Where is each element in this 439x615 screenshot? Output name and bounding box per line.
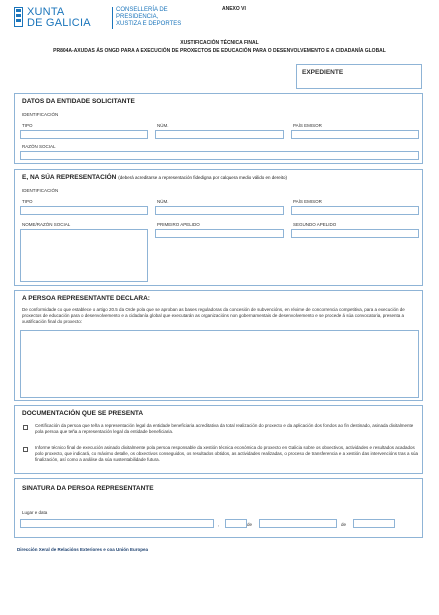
rep-pais-label: PAÍS EMISOR xyxy=(293,199,322,204)
doc-checkbox-2[interactable] xyxy=(23,447,28,452)
comma-label: , xyxy=(218,522,220,527)
documentacion-section xyxy=(14,405,423,474)
rep-pais-field[interactable] xyxy=(291,206,419,215)
rep-tipo-label: TIPO xyxy=(22,199,33,204)
doc-item-1: Certificación da persoa que teña a representación legal da entidade beneficiaria acreditativa da total realización do proxecto e da aplicación dos fondos ao fin destinado, asinada dixitalmente pola persoa que teña a representación legal da entidade beneficiaria. xyxy=(35,423,414,434)
rep-apelido2-label: SEGUNDO APELIDO xyxy=(293,222,337,227)
rep-identificacion-label: IDENTIFICACIÓN xyxy=(22,188,59,193)
doc-item-2: Informe técnico final de execución asinado dixitalmente pola persoa responsable da xestión técnica económica do proxecto en Galicia sobre os obxectivos, actividades e resultados acadados polo proxecto, que indicará, co máximo detalle, os obxectivos conseguidos, os resultados obtidos, as actividades realizadas, o proceso de transferencia e a xestión das intervencións tras a súa finalización, así como a análise da súa sustentabilidade futura. xyxy=(35,445,418,462)
form-title: XUSTIFICACIÓN TÉCNICA FINAL xyxy=(180,40,259,46)
rep-nome-field[interactable] xyxy=(20,229,148,282)
rep-nome-label: NOME/RAZÓN SOCIAL xyxy=(22,222,71,227)
expediente-label: EXPEDIENTE xyxy=(302,69,344,76)
entidade-tipo-label: TIPO xyxy=(22,123,33,128)
logo-line-2: DE GALICIA xyxy=(27,17,91,29)
de-label-2: de xyxy=(341,522,347,527)
lugar-data-label: Lugar e data xyxy=(22,510,48,515)
rep-apelido2-field[interactable] xyxy=(291,229,419,238)
sinatura-title: SINATURA DA PERSOA REPRESENTANTE xyxy=(22,485,154,492)
declara-section xyxy=(14,290,423,401)
entidade-pais-field[interactable] xyxy=(291,130,419,139)
xunta-logo xyxy=(14,5,182,31)
declara-textarea[interactable] xyxy=(20,330,419,398)
entidade-tipo-field[interactable] xyxy=(20,130,148,139)
declara-text: De conformidade co que establece o artigo 20.5 da Orde pola que se aproban as bases reguladoras da concesión de subvencións, en réxime de concorrencia competitiva, para a execución de proxectos de educación para o desenvolvemento e a cidadanía global que executarán as organizacións non gobernamentais de desenvolvemento e se procede á súa convocatoria, presenta a xustificación final do proxecto: xyxy=(22,307,405,324)
entidade-section xyxy=(14,93,423,164)
month-field[interactable] xyxy=(259,519,337,528)
entidade-identificacion-label: IDENTIFICACIÓN xyxy=(22,112,59,117)
documentacion-title: DOCUMENTACIÓN QUE SE PRESENTA xyxy=(22,410,144,417)
conselleria-line-1: CONSELLERÍA DE xyxy=(116,7,168,13)
entidade-razon-field[interactable] xyxy=(20,151,419,160)
procedure-title: PR804A-AXUDAS ÁS ONGD PARA A EXECUCIÓN DE PROXECTOS DE EDUCACIÓN PARA O DESENVOLVEMENTO E A CIDADANÍA GLOBAL xyxy=(53,48,386,54)
xunta-shield-icon xyxy=(14,7,23,27)
conselleria-line-3: XUSTIZA E DEPORTES xyxy=(116,21,182,27)
rep-tipo-field[interactable] xyxy=(20,206,148,215)
anexo-label: ANEXO VI xyxy=(222,6,246,12)
representacion-section xyxy=(14,169,423,286)
logo-line-1: XUNTA xyxy=(27,6,65,18)
logo-separator xyxy=(112,7,113,29)
doc-checkbox-1[interactable] xyxy=(23,425,28,430)
entidade-num-label: NÚM. xyxy=(157,123,169,128)
entidade-title: DATOS DA ENTIDADE SOLICITANTE xyxy=(22,98,135,105)
entidade-num-field[interactable] xyxy=(155,130,284,139)
declara-title: A PERSOA REPRESENTANTE DECLARA: xyxy=(22,295,150,302)
lugar-field[interactable] xyxy=(20,519,214,528)
entidade-pais-label: PAÍS EMISOR xyxy=(293,123,322,128)
expediente-box[interactable] xyxy=(296,64,422,89)
representacion-note: (deberá acreditarse a representación fidedigna por calquera medio válido en dereito) xyxy=(118,175,288,180)
conselleria-line-2: PRESIDENCIA, xyxy=(116,14,159,20)
rep-num-label: NÚM. xyxy=(157,199,169,204)
footer-text: Dirección Xeral de Relacións Exteriores e coa Unión Europea xyxy=(17,547,149,552)
rep-num-field[interactable] xyxy=(155,206,284,215)
entidade-razon-label: RAZÓN SOCIAL xyxy=(22,144,56,149)
de-label-1: de xyxy=(247,522,253,527)
rep-apelido1-label: PRIMEIRO APELIDO xyxy=(157,222,200,227)
day-field[interactable] xyxy=(225,519,247,528)
sinatura-section xyxy=(14,478,423,538)
rep-apelido1-field[interactable] xyxy=(155,229,284,238)
year-field[interactable] xyxy=(353,519,395,528)
representacion-title: E, NA SÚA REPRESENTACIÓN xyxy=(22,174,117,181)
